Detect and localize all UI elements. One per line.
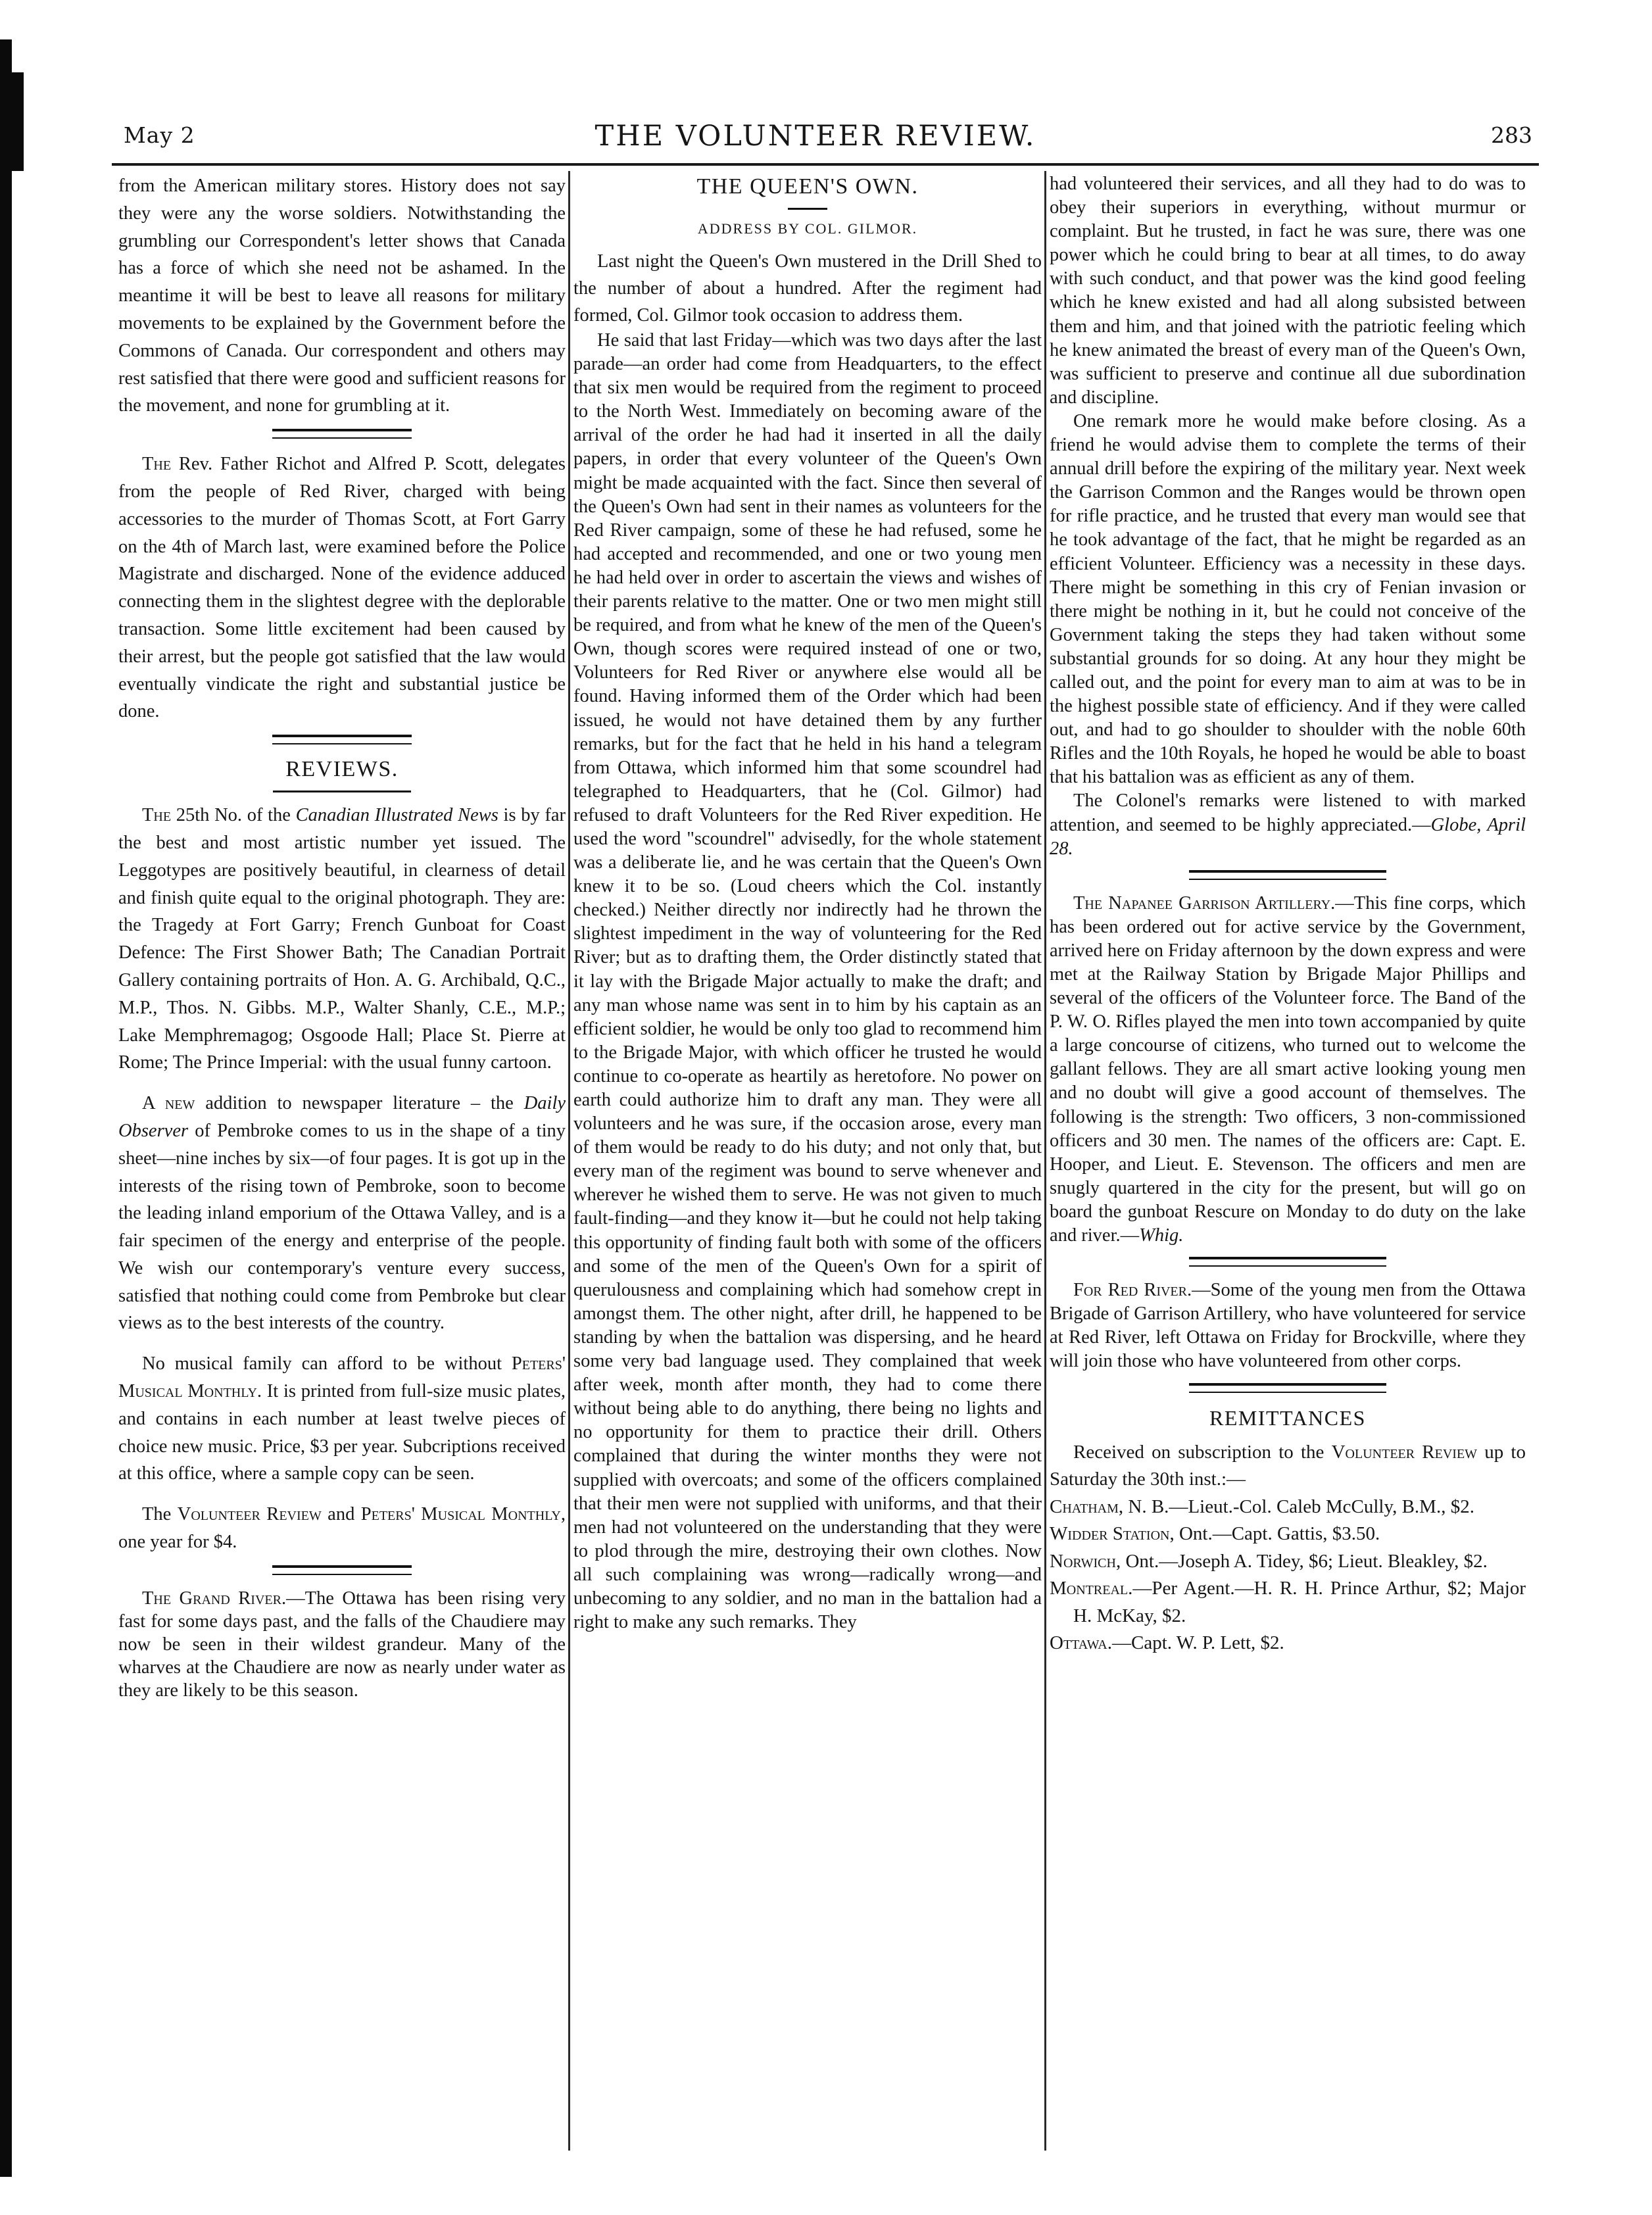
paragraph-text: —The Ottawa has been rising very fast for some days past, and the falls of the Chaudiere may now be seen in their wildest grandeur. Many of the wharves at the Chaudiere are now as nearly under water as they are likely to be this season. bbox=[118, 1588, 566, 1701]
queens-own-subheading: ADDRESS BY COL. GILMOR. bbox=[697, 220, 918, 237]
editorial-paragraph-continued: from the American military stores. History does not say they were any the worse soldiers. Notwithstanding the grumbling our Correspondent's letter shows that Canada has a force of which she need not be ashamed. In the meantime it will be best to leave all reasons for military movements to be explained by the Government before the Commons of Canada. Our correspondent and others may rest satisfied that there were good and sufficient reasons for the movement, and none for grumbling at it. bbox=[118, 176, 566, 416]
newspaper-title: THE VOLUNTEER REVIEW. bbox=[595, 120, 1036, 153]
section-divider bbox=[118, 1565, 566, 1575]
lead-word: The bbox=[142, 454, 172, 475]
page-binding-notch bbox=[0, 72, 24, 171]
remittance-detail: —Per Agent.—H. R. H. Prince Arthur, $2; Major H. McKay, $2. bbox=[1073, 1578, 1526, 1626]
review-illustrated-news bbox=[118, 802, 566, 1077]
subscription-offer bbox=[118, 1501, 566, 1556]
review-text: No musical family can afford to be without bbox=[142, 1353, 512, 1375]
publication-title: Daily Observer bbox=[118, 1093, 566, 1141]
paragraph-text: up to Saturday the 30th inst.:— bbox=[1050, 1441, 1526, 1490]
column-rule-2 bbox=[1044, 171, 1046, 2151]
remittance-entry bbox=[1050, 1521, 1526, 1548]
header-date: May 2 bbox=[124, 122, 195, 148]
review-text: one year for $4. bbox=[118, 1532, 237, 1553]
publication-title: Volunteer Review bbox=[1331, 1441, 1478, 1463]
remittance-detail: —Capt. W. P. Lett, $2. bbox=[1111, 1632, 1284, 1653]
remittance-place: Chatham, N. B. bbox=[1050, 1496, 1169, 1517]
header-rule bbox=[112, 163, 1539, 166]
section-divider bbox=[1050, 870, 1526, 880]
publication-title: Peters' Musical Monthly, bbox=[360, 1504, 566, 1525]
source-credit: Whig. bbox=[1139, 1225, 1184, 1246]
page-header bbox=[99, 122, 1532, 168]
remittances-heading: REMITTANCES bbox=[1209, 1405, 1366, 1430]
review-text: and bbox=[321, 1504, 361, 1525]
paragraph-text: Received on subscription to the bbox=[1073, 1441, 1332, 1463]
address-closing: One remark more he would make before closing. As a friend he would advise them to complete the terms of their annual drill before the expiring of the military year. Next week the Garrison Common and the Ranges would be thrown open for rifle practice, and he trusted that every man would see that he took advantage of the fact, that he might be regarded as an efficient Volunteer. Efficiency was a necessity in these days. There might be something in this cry of Fenian invasion or there might be nothing in it, but he could not conceive of the Government taking the steps they had taken without some substantial grounds for so doing. At any hour they might be called out, and the point for every man to aim at was to be in the highest possible state of efficiency. And if they were called out, and had to go shoulder to shoulder with the noble 60th Rifles and the 10th Royals, he hoped he would be able to boast that his battalion was as efficient as any of them. bbox=[1050, 410, 1526, 788]
column-rule-1 bbox=[568, 171, 570, 2151]
remittance-detail: —Lieut.-Col. Caleb McCully, B.M., $2. bbox=[1169, 1496, 1474, 1517]
paragraph-text: —This fine corps, which has been ordered out for active service by the Government, arrived here on Friday afternoon by the down express and were met at the Railway Station by Brigade Major Phillips and several of the officers of the Volunteer force. The Band of the P. W. O. Rifles played the men into town accompanied by quite a large concourse of citizens, who turned out to welcome the gallant fellows. They are all smart active looking young men and no doubt will give a good account of themselves. The following is the strength: Two officers, 3 non-commissioned officers and 30 men. The names of the officers are: Capt. E. Hooper, and Lieut. E. Stevenson. The officers and men are snugly quartered in the city for the present, but will go on board the gunboat Rescure on Monday to do duty on the lake and river.— bbox=[1050, 892, 1526, 1246]
reviews-heading: REVIEWS. bbox=[285, 757, 399, 782]
paragraph-text: The Colonel's remarks were listened to with marked attention, and seemed to be highly appreciated.— bbox=[1050, 791, 1526, 835]
grand-river-paragraph bbox=[118, 1587, 566, 1702]
review-daily-observer bbox=[118, 1090, 566, 1337]
remittance-entry bbox=[1050, 1494, 1526, 1521]
lead-word: The Grand River. bbox=[142, 1588, 287, 1609]
review-text: It is printed from full-size music plates, and contains in each number at least twelve pieces of choice new music. Price, $3 per year. Subcriptions received at this office, where a sample copy can be seen. bbox=[118, 1381, 566, 1484]
publication-title: Volunteer Review bbox=[177, 1504, 322, 1525]
red-river-paragraph bbox=[1050, 1278, 1526, 1373]
section-divider bbox=[1050, 1383, 1526, 1393]
remittance-entry bbox=[1050, 1548, 1526, 1576]
review-text: of Pembroke comes to us in the shape of a tiny sheet—nine inches by six—of four pages. It is got up in the interests of the rising town of Pembroke, soon to become the leading inland emporium of the Ottawa Valley, and is a fair specimen of the energy and enterprise of the people. We wish our contemporary's venture every success, satisfied that nothing could come from Pembroke but clear views as to the best interests of the country. bbox=[118, 1120, 566, 1334]
publication-title: Canadian Illustrated News bbox=[295, 805, 498, 826]
page-number: 283 bbox=[1491, 122, 1532, 148]
heading-rule bbox=[273, 791, 411, 792]
remittance-entry bbox=[1050, 1575, 1526, 1630]
review-musical-monthly bbox=[118, 1350, 566, 1488]
remittances-intro bbox=[1050, 1439, 1526, 1494]
review-text: The bbox=[142, 1504, 178, 1525]
queens-own-intro: Last night the Queen's Own mustered in the Drill Shed to the number of about a hundred. After the regiment had formed, Col. Gilmor took occasion to address them. bbox=[573, 251, 1042, 326]
address-reception bbox=[1050, 789, 1526, 860]
remittance-place: Widder Station, bbox=[1050, 1523, 1175, 1544]
section-divider bbox=[118, 429, 566, 439]
column-1 bbox=[118, 172, 566, 1702]
lead-word: The bbox=[142, 805, 172, 826]
column-3 bbox=[1050, 172, 1526, 1657]
remittance-detail: Ont.—Joseph A. Tidey, $6; Lieut. Bleakley, $2. bbox=[1121, 1550, 1488, 1572]
address-continued: had volunteered their services, and all they had to do was to obey their superiors in everything, without murmur or complaint. But he trusted, in fact he was sure, there was one power which he could bring to bear at all times, to do away with such conduct, and that power was the kind good feeling which he knew existed and had all along subsisted between them and him, and that joined with the patriotic feeling which he knew animated the breast of every man of the Queen's Own, was sufficient to preserve and continue all due subordination and discipline. bbox=[1050, 174, 1526, 408]
review-text: 25th No. of the bbox=[171, 805, 296, 826]
section-divider bbox=[1050, 1257, 1526, 1267]
section-divider bbox=[118, 735, 566, 744]
column-2 bbox=[573, 172, 1042, 1634]
remittance-entry bbox=[1050, 1630, 1526, 1657]
remittance-place: Ottawa. bbox=[1050, 1632, 1112, 1653]
richot-scott-paragraph bbox=[118, 450, 566, 725]
remittance-place: Montreal. bbox=[1050, 1578, 1133, 1599]
lead-word: The Napanee Garrison Artillery. bbox=[1073, 892, 1336, 913]
review-text: is by far the best and most artistic number yet issued. The Leggotypes are positively beautiful, in clearness of detail and finish quite equal to the original photograph. They are: the Tragedy at Fort Garry; French Gunboat for Coast Defence: The First Shower Bath; The Canadian Portrait Gallery containing portraits of Hon. A. G. Archibald, Q.C., M.P., Thos. N. Gibbs. M.P., Walter Shanly, C.E., M.P.; Lake Memphremagog; Osgoode Hall; Place St. Pierre at Rome; The Prince Imperial: with the usual funny cartoon. bbox=[118, 805, 566, 1073]
page-binding-edge bbox=[0, 39, 12, 2177]
remittance-place: Norwich, bbox=[1050, 1550, 1121, 1572]
queens-own-heading: THE QUEEN'S OWN. bbox=[696, 174, 919, 199]
queens-own-address: He said that last Friday—which was two days after the last parade—an order had come from Headquarters, to the effect that six men would be required from the regiment to proceed to the North West. Immediately on becoming aware of the arrival of the order he had had it inserted in all the daily papers, in order that every volunteer of the Queen's Own might be made acquainted with the fact. Since then several of the Queen's Own had sent in their names as volunteers for the Red River campaign, some of these he had refused, some he had accepted and recommended, and one or two young men he had held over in order to ascertain the views and wishes of their parents relative to the matter. One or two men might still be required, and from what he knew of the men of the Queen's Own, though scores were required instead of one or two, Volunteers for Red River or anywhere else would all be found. Having informed them of the Order which had been issued, he would not have detained them by any further remarks, but for the fact that he held in his hand a telegram from Ottawa, which informed him that some scoundrel had telegraphed to Headquarters, that he (Col. Gilmor) had refused to draft Volunteers for the Red River expedition. He used the word "scoundrel" advisedly, for the whole statement was a deliberate lie, and he was certain that the Queen's Own knew it to be so. (Loud cheers which the Col. instantly checked.) Neither directly nor indirectly had he thrown the slightest impediment in the way of volunteering for the Red River; but as to drafting them, the Order distinctly stated that it lay with the Brigade Major actually to make the draft; and any man whose name was sent in to him by his captain as an efficient soldier, he would be only too glad to recommend him to the Brigade Major, with which officer he trusted he would continue to co-operate as heartily as heretofore. No power on earth could authorize him to draft any man. They were all volunteers and he was sure, if the occasion arose, every man of them would be ready to do his duty; and not only that, but every man of the regiment was bound to serve whenever and wherever he wished them to serve. He was not given to much fault-finding—and they know it—but he could not help taking this opportunity of finding fault both with some of the officers and some of the men of the Queen's Own for a spirit of querulousness and complaining which had somehow crept in amongst them. The other night, after drill, he happened to be standing by when the battalion was dispersing, and he heard some very bad language used. They complained that week after week, month after month, they had to come there without being able to do anything, there being no lights and no opportunity for them to practice their drill. Others complained that during the winter months they were not supplied with overcoats; and some of the officers complained that their men were not supplied with uniforms, and that their men had not volunteered on the understanding that they were to plod through the mire, destroying their own clothes. Now all such complaining was wrong—radically wrong—and unbecoming to any soldier, and no man in the battalion had a right to make any such remarks. They bbox=[573, 330, 1042, 1633]
lead-word: For Red River. bbox=[1073, 1280, 1192, 1301]
review-text: addition to newspaper literature – the bbox=[195, 1093, 524, 1114]
remittances-list bbox=[1050, 1439, 1526, 1657]
remittance-detail: Ont.—Capt. Gattis, $3.50. bbox=[1174, 1523, 1380, 1544]
publication-title: Peters' Musical Monthly. bbox=[118, 1353, 566, 1402]
napanee-artillery-paragraph bbox=[1050, 892, 1526, 1248]
heading-rule bbox=[788, 208, 827, 210]
source-credit: Globe, April 28. bbox=[1050, 814, 1526, 859]
paragraph-text: Rev. Father Richot and Alfred P. Scott, delegates from the people of Red River, charged with being accessories to the murder of Thomas Scott, at Fort Garry on the 4th of March last, were examined before the Police Magistrate and discharged. None of the evidence adduced connecting them in the slightest degree with the deplorable transaction. Some little excitement had been caused by their arrest, but the people got satisfied that the law would eventually vindicate the right and substantial justice be done. bbox=[118, 454, 566, 722]
paragraph-text: —Some of the young men from the Ottawa Brigade of Garrison Artillery, who have volunteered for service at Red River, left Ottawa on Friday for Brockville, where they will join those who have volunteered from other corps. bbox=[1050, 1280, 1526, 1372]
lead-word: A new bbox=[142, 1093, 195, 1114]
